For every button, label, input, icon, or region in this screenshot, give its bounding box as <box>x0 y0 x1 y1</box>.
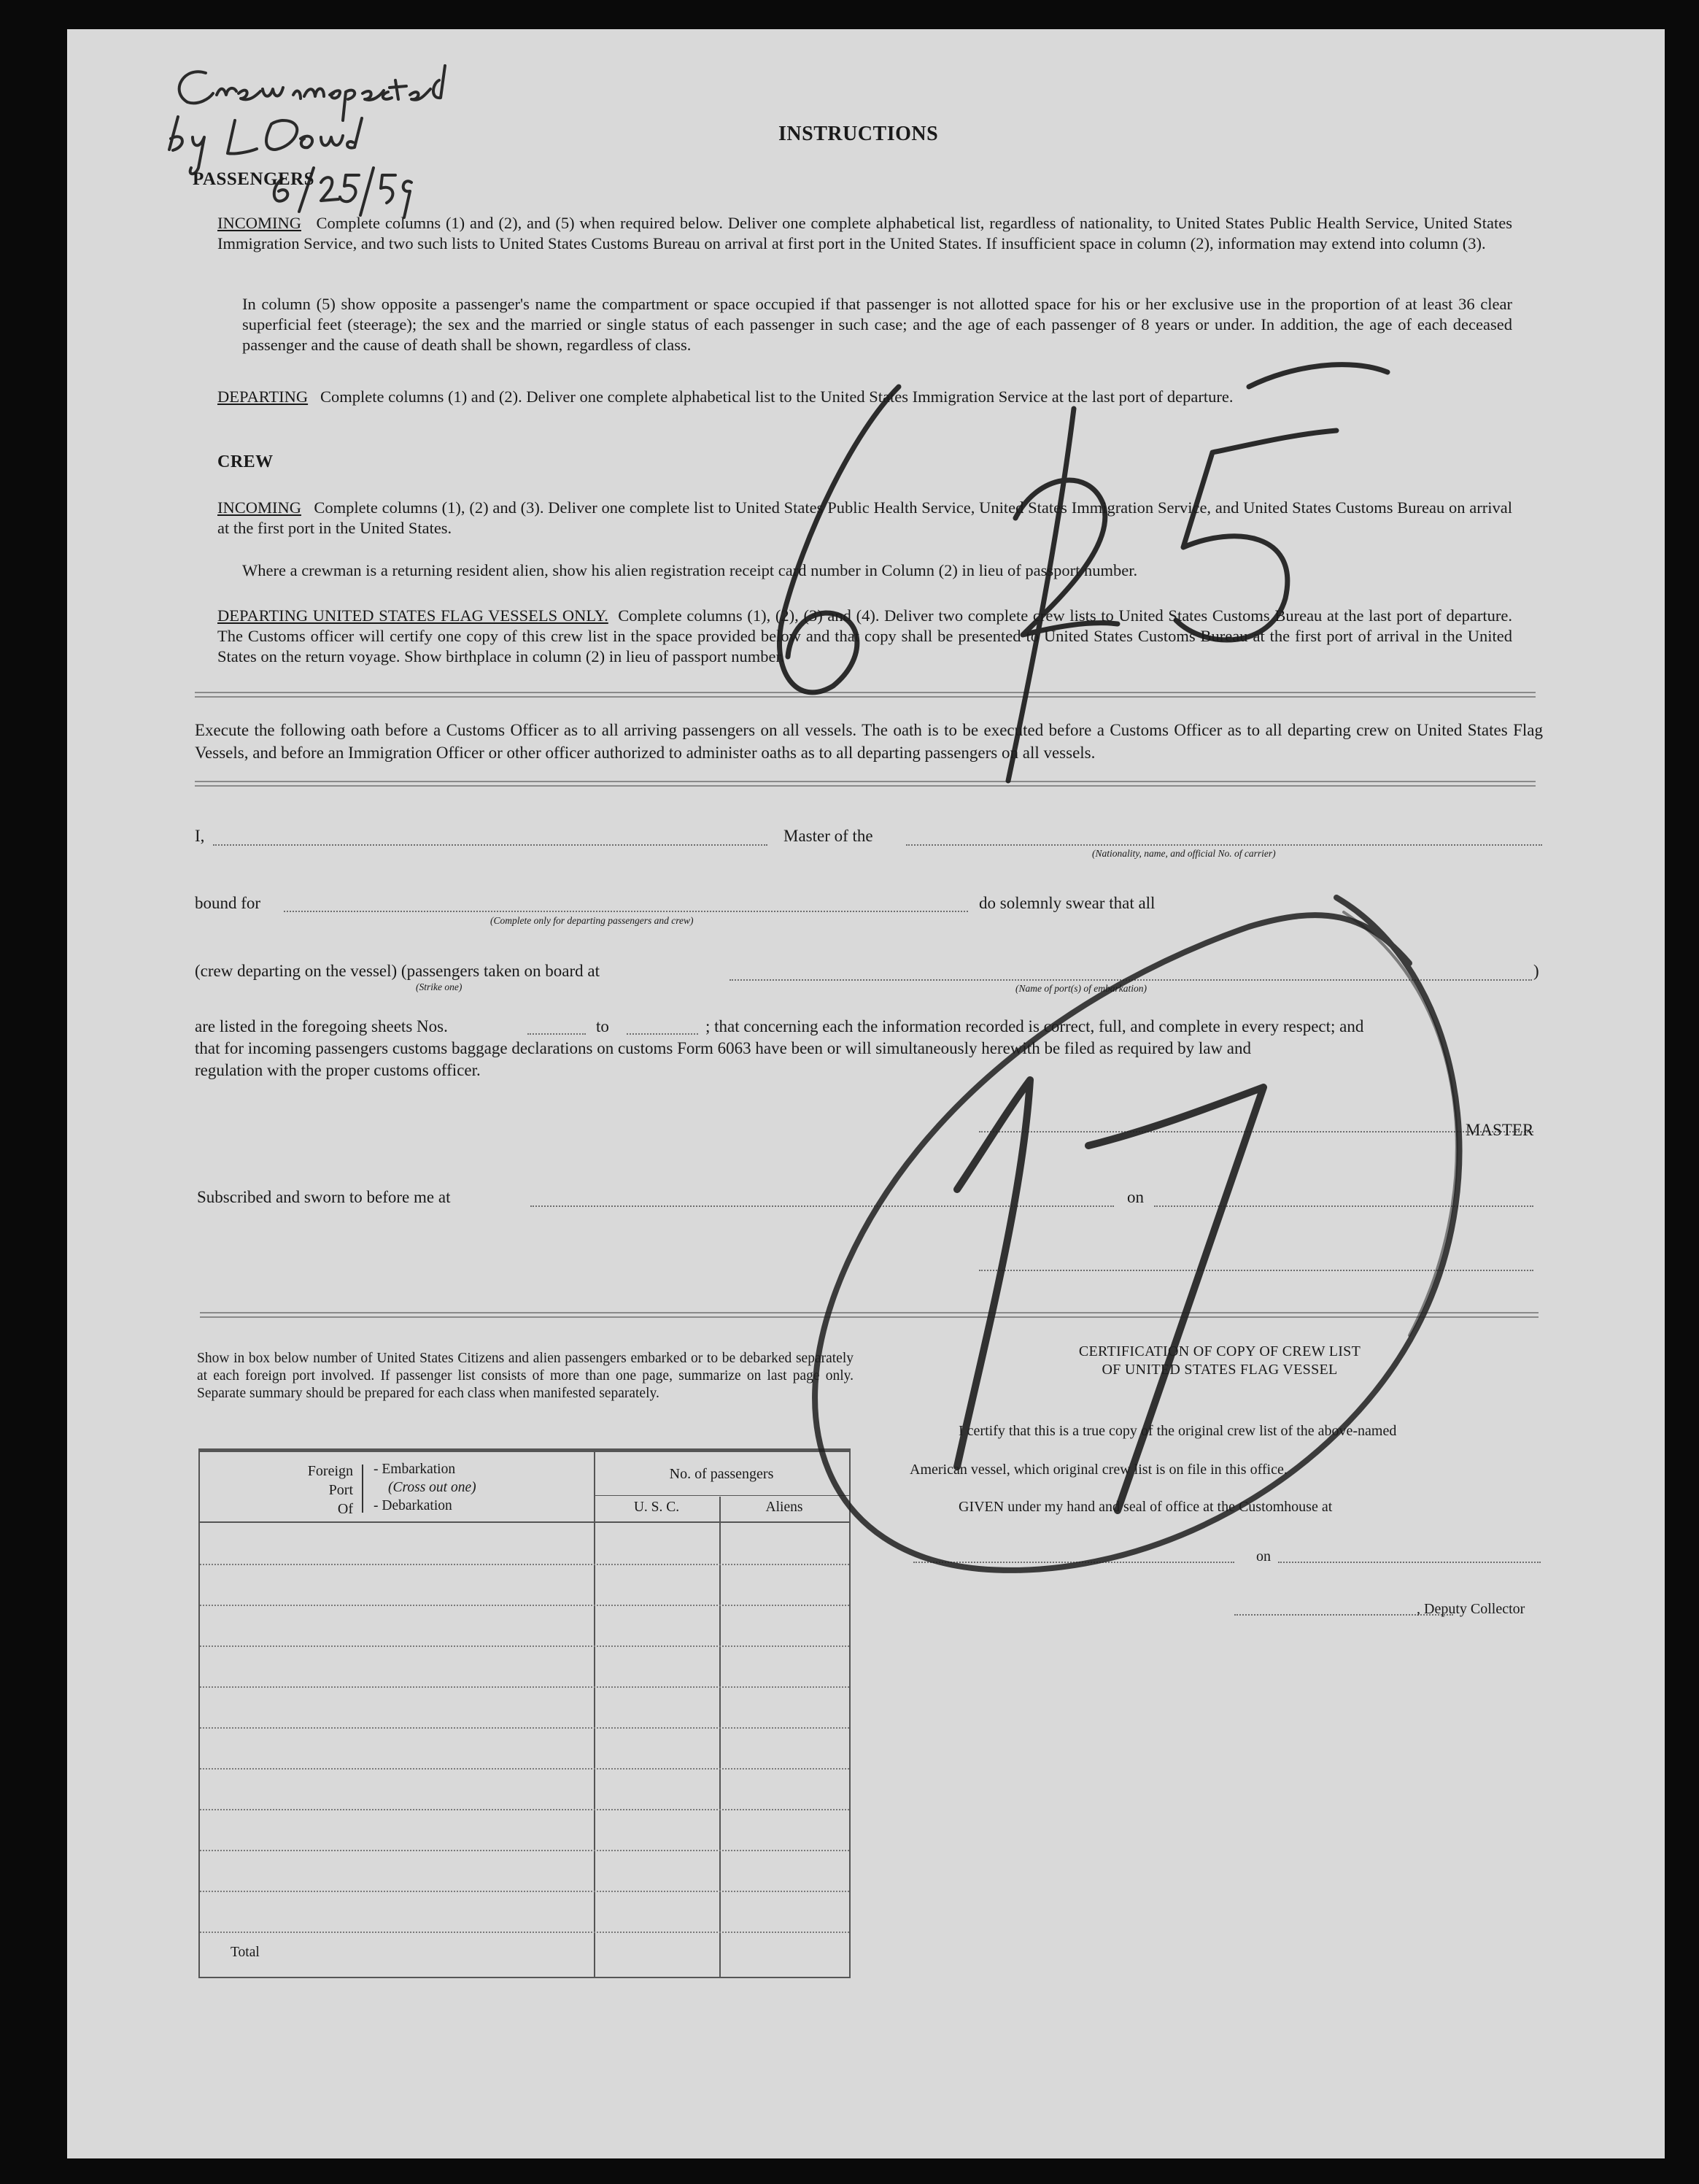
strike-one-note: (Strike one) <box>416 981 463 992</box>
crew-heading: CREW <box>217 452 274 471</box>
crew-incoming-text: Complete columns (1), (2) and (3). Deliver one complete list to United States Public Health Service, United States Immigration Service, and United States Customs Bureau on arrival at the first port in the United States. <box>217 498 1512 537</box>
certify-text: I certify that this is a true copy of the original crew list of the above-named <box>959 1423 1397 1439</box>
handwritten-inspector-note <box>155 51 461 234</box>
divider-top <box>195 692 1536 698</box>
cert-date-field[interactable] <box>1278 1562 1541 1563</box>
cert-on-label: on <box>1256 1548 1271 1564</box>
crew-departing-block <box>217 606 1512 667</box>
summary-instructions: Show in box below number of United States Citizens and alien passengers embarked or to be debarked separately at each foreign port involved. If passenger list consists of more than one page, summarize on last page only. Separate summary should be prepared for each class when manifested separately. <box>197 1351 854 1401</box>
total-label: Total <box>231 1945 260 1960</box>
brace <box>362 1465 368 1513</box>
box-top-thick <box>200 1450 849 1452</box>
crew-incoming-label: INCOMING <box>217 498 301 517</box>
listed-rest: ; that concerning each the information recorded is correct, full, and complete in every respect; and <box>705 1017 1364 1035</box>
bound-for-field[interactable] <box>284 911 968 912</box>
instructions-title: INSTRUCTIONS <box>778 123 939 145</box>
no-of-passengers-header: No. of passengers <box>669 1466 774 1482</box>
listed-in-label: are listed in the foregoing sheets Nos. <box>195 1017 448 1035</box>
column5-text: In column (5) show opposite a passenger's name the compartment or space occupied if that passenger is not allotted space for his or her exclusive use in the proportion of at least 36 clear superficial feet (steerage); the sex and the married or single status of each passenger in such case; and the age of each passenger of 8 years or under. In addition, the age of each deceased passenger and the cause of death shall be shown, regardless of class. <box>242 295 1512 354</box>
crew-resident-text: Where a crewman is a returning resident alien, show his alien registration receipt card number in Column (2) in lieu of passport number. <box>242 561 1138 579</box>
summary-row[interactable] <box>200 1809 849 1810</box>
passengers-departing-text: Complete columns (1) and (2). Deliver one complete alphabetical list to the United States Immigration Service at the last port of departure. <box>320 387 1234 406</box>
sheet-from-field[interactable] <box>527 1033 586 1035</box>
summary-row[interactable] <box>200 1768 849 1770</box>
passengers-departing-block <box>217 387 1512 407</box>
crew-incoming-block <box>217 498 1512 539</box>
nationality-note: (Nationality, name, and official No. of carrier) <box>1092 848 1276 859</box>
divider-oath <box>195 781 1536 787</box>
sheet-to-field[interactable] <box>627 1033 698 1035</box>
port-word: Port <box>328 1482 353 1498</box>
passenger-summary-box <box>198 1448 851 1978</box>
summary-row[interactable] <box>200 1645 849 1647</box>
col-divider-2 <box>719 1497 721 1977</box>
debarkation-label: - Debarkation <box>374 1498 452 1513</box>
summary-row[interactable] <box>200 1605 849 1606</box>
port-note: (Name of port(s) of embarkation) <box>1015 983 1147 994</box>
oath-intro: Execute the following oath before a Customs Officer as to all arriving passengers on all vessels. The oath is to be executed before a Customs Officer as to all departing crew on United States Flag Vessels, and before an Immigration Officer or other officer authorized to administer oaths as to all departing passengers on all vessels. <box>195 721 1543 762</box>
subheader-rule <box>594 1495 849 1496</box>
listed-line2: that for incoming passengers customs baggage declarations on customs Form 6063 have been or will simultaneously herewith be filed as required by law and <box>195 1039 1252 1057</box>
subscribed-label: Subscribed and sworn to before me at <box>197 1188 451 1206</box>
american-vessel-text: American vessel, which original crew list is on file in this office. <box>910 1462 1288 1478</box>
aliens-header: Aliens <box>765 1500 803 1515</box>
summary-row[interactable] <box>200 1850 849 1851</box>
officer-signature-field[interactable] <box>979 1270 1533 1271</box>
foreign-word: Foreign <box>307 1463 353 1479</box>
embarkation-label: - Embarkation <box>374 1462 456 1477</box>
cross-out-note: (Cross out one) <box>388 1480 476 1495</box>
passengers-incoming-text: Complete columns (1) and (2), and (5) when required below. Deliver one complete alphabetical list, regardless of nationality, to United States Public Health Service, United States Immigration Service, and two such lists to United States Customs Bureau on arrival at first port in the United States. If insufficient space in column (2), information may extend into column (3). <box>217 214 1513 252</box>
swear-label: do solemnly swear that all <box>979 894 1156 912</box>
deputy-collector-label: , Deputy Collector <box>1417 1601 1525 1617</box>
usc-header: U. S. C. <box>633 1500 680 1515</box>
embarkation-port-field[interactable] <box>729 979 1532 981</box>
customhouse-field[interactable] <box>913 1562 1234 1563</box>
cert-title-line2: OF UNITED STATES FLAG VESSEL <box>1102 1362 1338 1378</box>
carrier-field[interactable] <box>906 844 1542 846</box>
certification-title <box>899 1343 1541 1379</box>
passengers-incoming-label: INCOMING <box>217 214 301 232</box>
oath-i-label: I, <box>195 827 205 845</box>
summary-row[interactable] <box>200 1727 849 1729</box>
divider-bottom <box>200 1312 1539 1318</box>
col-divider-1 <box>594 1450 595 1977</box>
master-signature-field[interactable] <box>979 1131 1533 1132</box>
summary-row[interactable] <box>200 1891 849 1892</box>
complete-only-note: (Complete only for departing passengers and crew) <box>490 915 694 926</box>
crew-departing-label: DEPARTING UNITED STATES FLAG VESSELS ONLY. <box>217 606 608 625</box>
bound-for-label: bound for <box>195 894 261 912</box>
subscribed-place-field[interactable] <box>530 1205 1114 1207</box>
header-rule <box>200 1521 849 1523</box>
master-name-field[interactable] <box>213 844 767 846</box>
cert-title-line1: CERTIFICATION OF COPY OF CREW LIST <box>1078 1343 1361 1359</box>
close-paren: ) <box>1533 962 1539 980</box>
given-text: GIVEN under my hand and seal of office at the Customhouse at <box>959 1499 1333 1515</box>
passengers-heading: PASSENGERS <box>193 169 315 189</box>
passengers-incoming-block <box>217 213 1512 254</box>
to-label: to <box>596 1017 609 1035</box>
listed-line3: regulation with the proper customs officer. <box>195 1061 481 1079</box>
subscribed-date-field[interactable] <box>1154 1205 1533 1207</box>
listed-paragraph <box>195 1016 1544 1079</box>
master-label: MASTER <box>1466 1121 1534 1139</box>
passengers-departing-label: DEPARTING <box>217 387 309 406</box>
of-word: Of <box>337 1501 353 1517</box>
master-of-the-label: Master of the <box>783 827 873 845</box>
summary-row[interactable] <box>200 1932 849 1933</box>
subscribed-on-label: on <box>1127 1188 1144 1206</box>
embark-debark-options <box>374 1460 476 1515</box>
foreign-port-of <box>273 1462 353 1519</box>
form-sheet <box>67 29 1665 2158</box>
summary-row[interactable] <box>200 1686 849 1688</box>
summary-row[interactable] <box>200 1564 849 1565</box>
crew-departing-text: Complete columns (1), (2), (3) and (4). Deliver two complete crew lists to United States Customs Bureau at the last port of departure. The Customs officer will certify one copy of this crew list in the space provided below and that copy shall be presented to United States Customs Bureau at the first port of arrival in the United States on the return voyage. Show birthplace in column (2) in lieu of passport number. <box>217 606 1513 665</box>
crew-departing-phrase: (crew departing on the vessel) (passengers taken on board at <box>195 962 600 980</box>
